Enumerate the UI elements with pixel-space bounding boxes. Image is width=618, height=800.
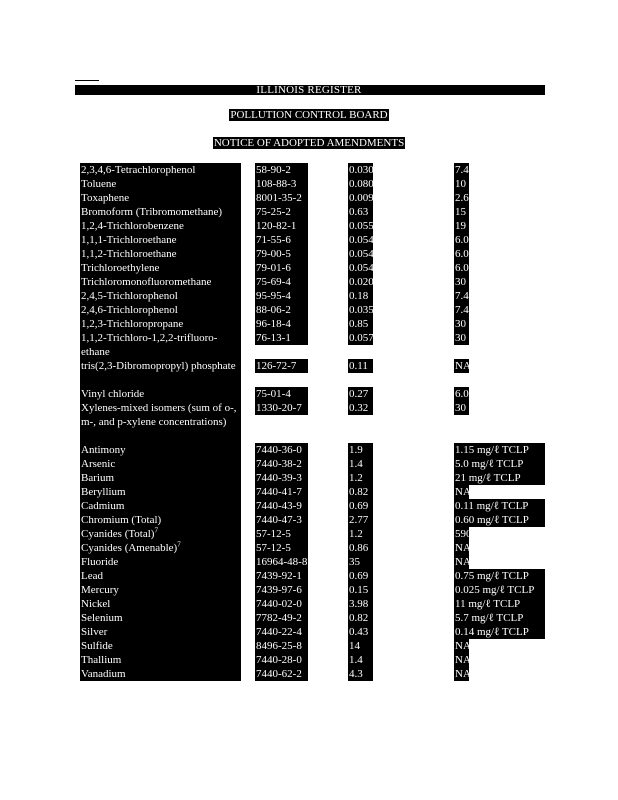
table-row	[0, 303, 618, 317]
table-row	[0, 611, 618, 625]
constituent-name-text: Beryllium	[81, 486, 126, 498]
constituent-name	[80, 597, 241, 611]
cas-number: 1330-20-7	[255, 401, 308, 415]
cas-number: 75-69-4	[255, 275, 308, 289]
treatment-limit: 7.4	[455, 304, 469, 316]
concentration-value: 0.85	[348, 317, 373, 331]
constituent-name-text: Arsenic	[81, 458, 116, 470]
treatment-limit: 30	[454, 401, 469, 415]
constituent-name	[80, 555, 241, 569]
table-row	[0, 289, 618, 303]
constituent-name-text: Silver	[81, 626, 108, 638]
concentration-value: 0.057	[349, 332, 374, 344]
cas-number: 7440-43-9	[255, 499, 308, 513]
constituent-name	[80, 667, 241, 681]
cas-number: 7440-22-4	[255, 625, 308, 639]
concentration-value: 1.2	[348, 527, 373, 541]
constituent-name-text: Vanadium	[81, 668, 126, 680]
table-row	[0, 597, 618, 611]
table-row	[0, 219, 618, 233]
constituent-name	[80, 303, 241, 317]
notice-heading-text: NOTICE OF ADOPTED AMENDMENTS	[213, 137, 405, 149]
table-row	[0, 177, 618, 191]
cas-number: 7782-49-2	[255, 611, 308, 625]
cas-number: 79-00-5	[255, 247, 308, 261]
cas-number: 7440-36-0	[255, 443, 308, 457]
cas-number: 58-90-2	[255, 163, 308, 177]
footnote-marker: 7	[154, 526, 158, 535]
constituent-name-text: 1,1,2-Trichloroethane	[81, 248, 177, 260]
concentration-value: 0.055	[349, 220, 374, 232]
treatment-limit: 2.6	[455, 192, 469, 204]
treatment-limit: 0.60 mg/ℓ TCLP	[454, 513, 545, 527]
concentration-value: 0.69	[348, 569, 373, 583]
table-row	[0, 317, 618, 331]
constituent-name-text: 1,2,3-Trichloropropane	[81, 318, 184, 330]
constituent-name	[80, 191, 241, 205]
concentration-value: 1.2	[348, 471, 373, 485]
register-title: ILLINOIS REGISTER	[256, 84, 362, 96]
cas-number: 7439-97-6	[255, 583, 308, 597]
cas-number: 7439-92-1	[255, 569, 308, 583]
constituent-name	[80, 457, 241, 471]
treatment-limit: 1.15 mg/ℓ TCLP	[454, 443, 545, 457]
constituent-name-text: Cyanides (Total)	[81, 528, 155, 540]
table-row	[0, 527, 618, 541]
cas-number: 75-25-2	[255, 205, 308, 219]
concentration-value: 0.054	[349, 262, 374, 274]
table-row	[0, 359, 618, 387]
cas-number: 8001-35-2	[255, 191, 308, 205]
treatment-limit: 0.11 mg/ℓ TCLP	[454, 499, 545, 513]
table-row	[0, 261, 618, 275]
treatment-limit: 30	[454, 317, 469, 331]
constituent-name	[80, 177, 241, 191]
concentration-value: 35	[348, 555, 373, 569]
treatment-limit: 590	[455, 528, 472, 540]
table-row	[0, 331, 618, 359]
cas-number: 79-01-6	[255, 261, 308, 275]
constituent-name-text: Trichloromonofluoromethane	[81, 276, 212, 288]
constituent-name-text: Chromium (Total)	[81, 514, 162, 526]
constituent-name	[80, 275, 241, 289]
concentration-value: 0.080	[349, 178, 374, 190]
treatment-limit: NA	[455, 668, 471, 680]
treatment-limit: 6.0	[455, 234, 469, 246]
concentration-value: 0.035	[349, 304, 374, 316]
constituent-name-text: 2,4,6-Trichlorophenol	[81, 304, 178, 316]
treatment-limit: 0.14 mg/ℓ TCLP	[454, 625, 545, 639]
constituent-name	[80, 359, 241, 387]
constituent-name	[80, 611, 241, 625]
concentration-value: 0.82	[348, 485, 373, 499]
table-row	[0, 485, 618, 499]
concentration-value: 1.4	[348, 653, 373, 667]
constituent-name	[80, 205, 241, 219]
concentration-value: 1.4	[348, 457, 373, 471]
concentration-value: 4.3	[348, 667, 373, 681]
treatment-limit: NA	[455, 486, 471, 498]
treatment-limit: 0.75 mg/ℓ TCLP	[454, 569, 545, 583]
table-row	[0, 401, 618, 443]
table-row	[0, 233, 618, 247]
concentration-value: 0.69	[348, 499, 373, 513]
cas-number: 71-55-6	[255, 233, 308, 247]
table-row	[0, 653, 618, 667]
table-row	[0, 163, 618, 177]
concentration-value: 14	[348, 639, 373, 653]
cas-number: 7440-28-0	[255, 653, 308, 667]
cas-number: 75-01-4	[255, 387, 308, 401]
treatment-limit: 6.0	[455, 388, 469, 400]
concentration-value: 0.11	[348, 359, 373, 373]
constituent-name-text: Fluoride	[81, 556, 119, 568]
treatment-limit: 15	[454, 205, 469, 219]
concentration-value: 0.054	[349, 234, 374, 246]
constituent-name-text: Selenium	[81, 612, 123, 624]
concentration-value: 1.9	[348, 443, 373, 457]
board-heading-text: POLLUTION CONTROL BOARD	[230, 109, 388, 121]
constituent-name	[80, 387, 241, 401]
treatment-limit: 6.0	[455, 248, 469, 260]
constituent-name-text: Nickel	[81, 598, 111, 610]
cas-number: 7440-02-0	[255, 597, 308, 611]
table-row	[0, 555, 618, 569]
constituent-name-text: Bromoform (Tribromomethane)	[81, 206, 223, 218]
constituent-name	[80, 499, 241, 513]
concentration-value: 0.82	[348, 611, 373, 625]
constituent-name-text: Cadmium	[81, 500, 125, 512]
table-row	[0, 443, 618, 457]
cas-number: 7440-62-2	[255, 667, 308, 681]
constituent-name-text: Thallium	[81, 654, 122, 666]
cas-number: 95-95-4	[255, 289, 308, 303]
constituent-name-text: tris(2,3-Dibromopropyl) phosphate	[81, 360, 236, 372]
treatment-limit: NA	[455, 360, 471, 372]
board-heading	[0, 109, 618, 121]
concentration-value: 3.98	[348, 597, 373, 611]
constituent-name	[80, 317, 241, 331]
constituent-name-text: 1,1,2-Trichloro-1,2,2-trifluoro-ethane	[81, 332, 218, 358]
cas-number: 7440-39-3	[255, 471, 308, 485]
concentration-value: 0.18	[348, 289, 373, 303]
cas-number: 7440-41-7	[255, 485, 308, 499]
treatment-limit: NA	[455, 556, 471, 568]
table-row	[0, 499, 618, 513]
treatment-limit: NA	[455, 640, 471, 652]
treatment-limit: 5.7 mg/ℓ TCLP	[454, 611, 545, 625]
table-row	[0, 541, 618, 555]
table-row	[0, 205, 618, 219]
constituent-name	[80, 513, 241, 527]
constituent-name-text: Toluene	[81, 178, 117, 190]
constituent-name-text: Barium	[81, 472, 114, 484]
treatment-limit: 21 mg/ℓ TCLP	[454, 471, 545, 485]
concentration-value: 0.63	[348, 205, 373, 219]
cas-number: 76-13-1	[255, 331, 308, 345]
constituent-name	[80, 653, 241, 667]
concentration-value: 0.86	[348, 541, 373, 555]
table-row	[0, 625, 618, 639]
treatment-limit: 30	[454, 331, 469, 345]
constituent-name	[80, 233, 241, 247]
table-row	[0, 513, 618, 527]
table-row	[0, 457, 618, 471]
concentration-value: 0.27	[348, 387, 373, 401]
constituent-name	[80, 541, 241, 555]
constituent-name	[80, 527, 241, 541]
treatment-limit: 0.025 mg/ℓ TCLP	[454, 583, 545, 597]
table-row	[0, 667, 618, 681]
cas-number: 96-18-4	[255, 317, 308, 331]
constituent-name-text: 2,3,4,6-Tetrachlorophenol	[81, 164, 196, 176]
table-row	[0, 247, 618, 261]
concentration-value: 0.15	[348, 583, 373, 597]
constituent-name	[80, 247, 241, 261]
constituent-name-text: Mercury	[81, 584, 119, 596]
concentration-value: 0.054	[349, 248, 374, 260]
treatment-limit: NA	[455, 654, 471, 666]
constituent-name	[80, 443, 241, 457]
treatment-limit: 11 mg/ℓ TCLP	[454, 597, 545, 611]
cas-number: 8496-25-8	[255, 639, 308, 653]
concentration-value: 2.77	[348, 513, 373, 527]
constituent-name-text: 1,1,1-Trichloroethane	[81, 234, 177, 246]
table-row	[0, 471, 618, 485]
treatment-limit: 6.0	[455, 262, 469, 274]
cas-number: 57-12-5	[255, 541, 308, 555]
constituent-name	[80, 625, 241, 639]
cas-number: 126-72-7	[255, 359, 308, 373]
concentration-value: 0.43	[348, 625, 373, 639]
constituent-name-text: Cyanides (Amenable)	[81, 542, 178, 554]
treatment-limit: 19	[454, 219, 469, 233]
cas-number: 57-12-5	[255, 527, 308, 541]
concentration-value: 0.030	[349, 164, 374, 176]
constituent-name-text: Antimony	[81, 444, 126, 456]
table-row	[0, 191, 618, 205]
table-row	[0, 569, 618, 583]
constituent-name-text: Xylenes-mixed isomers (sum of o-, m-, and p-xylene concentrations)	[81, 402, 237, 428]
cas-number: 7440-38-2	[255, 457, 308, 471]
constituent-name	[80, 163, 241, 177]
treatment-limit: 7.4	[455, 290, 469, 302]
footnote-marker: 7	[177, 540, 181, 549]
constituent-name-text: Toxaphene	[81, 192, 130, 204]
constituent-name	[80, 219, 241, 233]
constituent-name	[80, 485, 241, 499]
cas-number: 16964-48-8	[256, 556, 308, 568]
constituent-name	[80, 569, 241, 583]
concentration-value: 0.0095	[349, 192, 380, 204]
constituent-name	[80, 639, 241, 653]
constituent-name	[80, 289, 241, 303]
constituent-name-text: Vinyl chloride	[81, 388, 145, 400]
notice-heading	[0, 137, 618, 149]
constituent-name-text: 1,2,4-Trichlorobenzene	[81, 220, 184, 232]
treatment-limit: 7.4	[455, 164, 469, 176]
treatment-limit: 5.0 mg/ℓ TCLP	[454, 457, 545, 471]
treatment-limit: 10	[454, 177, 469, 191]
treatment-limit: NA	[455, 542, 471, 554]
cas-number: 108-88-3	[255, 177, 308, 191]
treatment-limit: 30	[454, 275, 469, 289]
constituent-name-text: Sulfide	[81, 640, 113, 652]
table-row	[0, 387, 618, 401]
concentration-value: 0.020	[349, 276, 374, 288]
table-row	[0, 275, 618, 289]
cas-number: 88-06-2	[255, 303, 308, 317]
concentration-value: 0.32	[348, 401, 373, 415]
table-row	[0, 639, 618, 653]
cas-number: 120-82-1	[255, 219, 308, 233]
constituent-name	[80, 401, 241, 443]
constituent-name	[80, 471, 241, 485]
constituent-name-text: Lead	[81, 570, 103, 582]
constituent-name-text: 2,4,5-Trichlorophenol	[81, 290, 178, 302]
cas-number: 7440-47-3	[255, 513, 308, 527]
constituent-name-text: Trichloroethylene	[81, 262, 160, 274]
header-rule-stub	[75, 80, 99, 81]
constituent-name	[80, 331, 241, 359]
table-row	[0, 583, 618, 597]
constituent-name	[80, 583, 241, 597]
constituent-name	[80, 261, 241, 275]
